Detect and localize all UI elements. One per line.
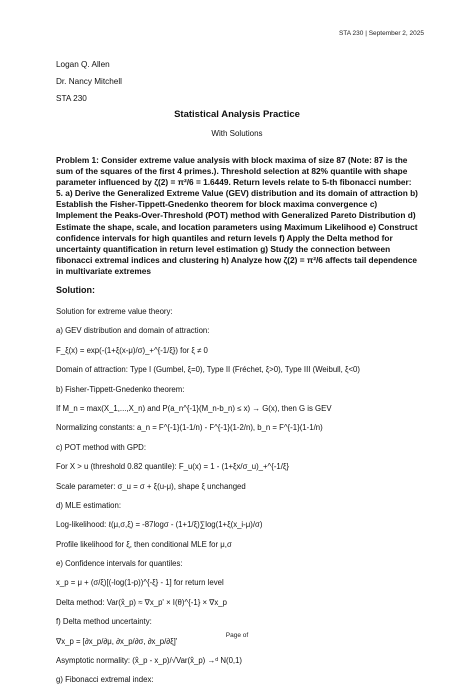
solution-line: c) POT method with GPD: <box>56 442 146 452</box>
solution-line: Asymptotic normality: (x̂_p - x_p)/√Var(x̂_p) →ᵈ N(0,1) <box>56 656 243 666</box>
solution-line: Profile likelihood for ξ, then conditional MLE for μ,σ <box>56 539 232 549</box>
solution-line: Solution for extreme value theory: <box>56 307 173 316</box>
solution-line: For X > u (threshold 0.82 quantile): F_u(x) = 1 - (1+ξx/σ_u)_+^{-1/ξ} <box>56 462 290 472</box>
document-subtitle: With Solutions <box>211 129 263 138</box>
document-title: Statistical Analysis Practice <box>174 109 300 120</box>
solution-line: Normalizing constants: a_n = F^{-1}(1-1/n) - F^{-1}(1-2/n), b_n = F^{-1}(1-1/n) <box>56 423 323 433</box>
author-block <box>56 56 122 107</box>
student-name: Logan Q. Allen <box>56 60 110 69</box>
page-header: STA 230 | September 2, 2025 <box>338 30 424 37</box>
solution-heading: Solution: <box>56 285 95 295</box>
solution-line: Log-likelihood: ℓ(μ,σ,ξ) = -87logσ - (1+1/ξ)∑log(1+ξ(x_i-μ)/σ) <box>56 520 263 530</box>
solution-line: a) GEV distribution and domain of attraction: <box>56 326 210 336</box>
page-footer: Page of <box>225 632 249 639</box>
solution-line: e) Confidence intervals for quantiles: <box>56 559 183 569</box>
solution-line: d) MLE estimation: <box>56 500 121 510</box>
solution-line: b) Fisher-Tippett-Gnedenko theorem: <box>56 384 185 394</box>
solution-line: Scale parameter: σ_u = σ + ξ(u-μ), shape ξ unchanged <box>56 481 246 491</box>
solution-line: g) Fibonacci extremal index: <box>56 675 154 685</box>
course-code: STA 230 <box>56 94 87 103</box>
problem-statement <box>56 155 418 277</box>
problem-text: Consider extreme value analysis with block maxima of size 87 (Note: 87 is the sum of the squares of the first 4 primes.). Threshold selection at 82% quantile with shape parameter influenced by ζ(2) = π²/6 = 1.6449. Return levels relate to 5-th fibonacci number: 5. a) Derive the Generalized Extreme Value (GEV) distribution and its domain of attraction b) Establish the Fisher-Tippett-Gnedenko theorem for block maxima convergence c) Implement the Peaks-Over-Threshold (POT) method with Generalized Pareto Distribution d) Estimate the shape, scale, and location parameters using Maximum Likelihood e) Construct confidence intervals for high quantiles and return levels f) Apply the Delta method for uncertainty quantification in return level estimation g) Study the connection between fibonacci extremal indices and clustering h) Analyze how ζ(2) = π²/6 affects tail dependence in multivariate extremes <box>56 155 418 276</box>
solution-line: Domain of attraction: Type I (Gumbel, ξ=0), Type II (Fréchet, ξ>0), Type III (Weibull, ξ<0) <box>56 365 360 375</box>
solution-line: Delta method: Var(x̂_p) ≈ ∇x_p' × I(θ)^{-1} × ∇x_p <box>56 597 227 607</box>
solution-line: f) Delta method uncertainty: <box>56 617 152 627</box>
problem-label: Problem 1: <box>56 155 99 165</box>
instructor-name: Dr. Nancy Mitchell <box>56 77 122 86</box>
solution-line: F_ξ(x) = exp(-(1+ξ(x-μ)/σ)_+^{-1/ξ}) for ξ ≠ 0 <box>56 345 208 355</box>
solution-line: ∇x_p = [∂x_p/∂μ, ∂x_p/∂σ, ∂x_p/∂ξ]' <box>56 636 178 646</box>
solution-line: x_p = μ + (σ/ξ)[(-log(1-p))^{-ξ} - 1] for return level <box>56 578 224 588</box>
solution-line: If M_n = max(X_1,...,X_n) and P(a_n^{-1}(M_n-b_n) ≤ x) → G(x), then G is GEV <box>56 403 332 413</box>
